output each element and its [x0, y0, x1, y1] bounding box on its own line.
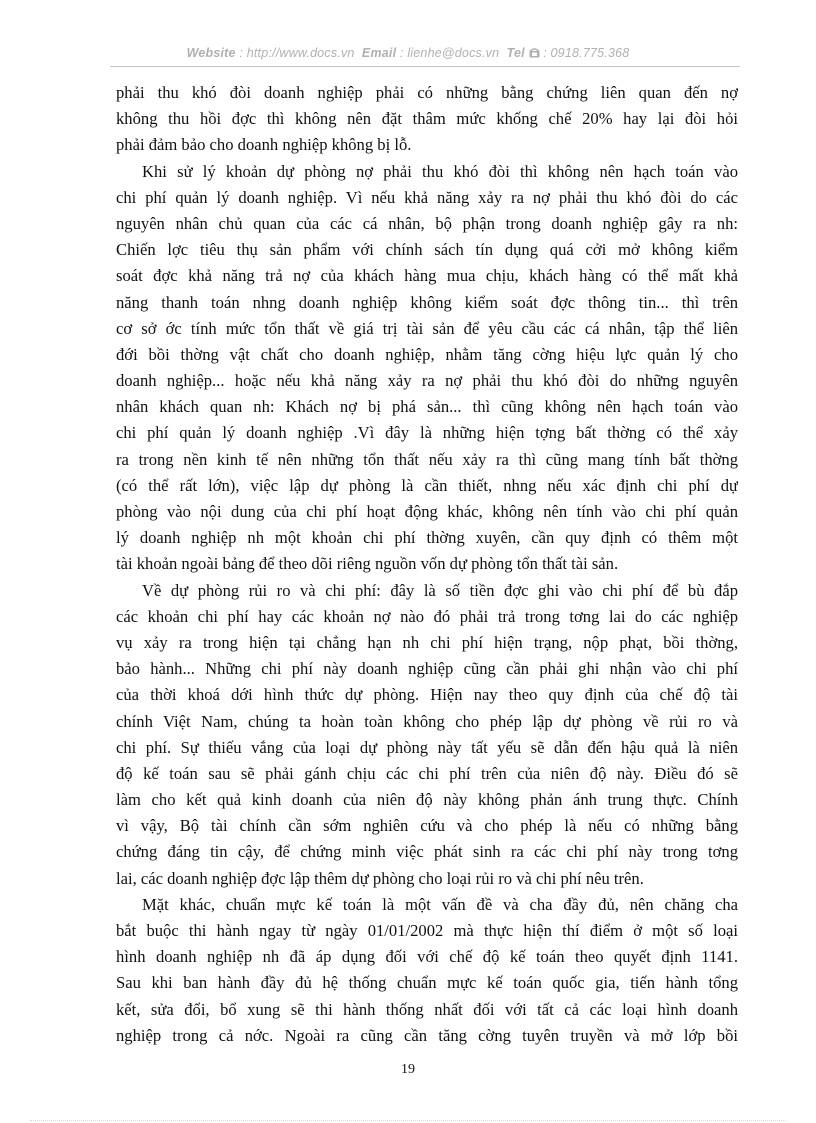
text-line: chứng đáng tin cậy, để chứng minh việc phát sinh ra các chi phí này trong tơng — [116, 842, 738, 862]
website-label: Website — [186, 46, 236, 60]
text-line: vì vậy, Bộ tài chính cần sớm nghiên cứu và cho phép là nếu có những bằng — [116, 816, 738, 836]
text-line: của thời khoá dới hình thức dự phòng. Hiện nay theo quy định của chế độ tài — [116, 685, 738, 705]
text-line: đới bồi thờng vật chất cho doanh nghiệp, nhằm tăng cờng hiệu lực quản lý cho — [116, 344, 738, 364]
email-label: Email — [361, 46, 397, 60]
text-line: Mặt khác, chuẩn mực kế toán là một vấn đề và cha đầy đủ, nên chăng cha — [142, 894, 738, 914]
text-line: lai, các doanh nghiệp đợc lập thêm dự phòng cho loại rủi ro và chi phí nêu trên. — [116, 868, 644, 888]
text-line: chính Việt Nam, chúng ta hoàn toàn không cho phép lập dự phòng về rủi ro và — [116, 711, 738, 731]
text-line: chi phí. Sự thiếu vắng của loại dự phòng này tất yếu sẽ dẫn đến hậu quả là niên — [116, 737, 738, 757]
text-line: Về dự phòng rủi ro và chi phí: đây là số tiền đợc ghi vào chi phí để bù đắp — [142, 580, 738, 600]
text-line: vụ xảy ra trong hiện tại chẳng hạn nh chi phí hiện trạng, nộp phạt, bồi thờng, — [116, 632, 738, 652]
text-line: hình doanh nghiệp nh đã áp dụng đối với chế độ kế toán theo quyết định 1141. — [116, 947, 738, 967]
text-line: không thu hồi đợc thì không nên đặt thâm mức khống chế 20% hay lại đòi hỏi — [116, 109, 738, 129]
page-number: 19 — [401, 1062, 415, 1077]
text-line: phòng vào nội dung của chi phí hoạt động khác, không nên tính vào chi phí quản — [116, 502, 738, 521]
text-line: nhân khách quan nh: Khách nợ bị phá sản... thì cũng không nên hạch toán vào — [116, 397, 738, 417]
text-line: phải đảm bảo cho doanh nghiệp không bị lỗ. — [116, 135, 412, 155]
text-line: nghiệp trong cả nớc. Ngoài ra cũng cần tăng cờng tuyên truyền và mở lớp bồi — [116, 1025, 738, 1045]
text-line: Chiến lợc tiêu thụ sản phẩm với chính sách tín dụng quá cởi mở không kiểm — [116, 240, 738, 260]
website-value: : http://www.docs.vn — [239, 46, 355, 60]
text-line: kết, sửa đổi, bổ xung sẽ thi hành thống nhất đối với tất cả các loại hình doanh — [116, 999, 738, 1019]
text-line: ra trong nền kinh tế nên những tổn thất nếu xảy ra thì cũng mang tính bất thờng — [116, 449, 738, 469]
text-line: soát đợc khả năng trả nợ của khách hàng mua chịu, khách hàng có thể mất khả — [116, 266, 738, 286]
email-value: : lienhe@docs.vn — [399, 46, 500, 60]
text-line: Sau khi ban hành đầy đủ hệ thống chuẩn mực kế toán quốc gia, tiến hành tổng — [116, 973, 738, 993]
header-divider — [110, 66, 740, 67]
text-line: làm cho kết quả kinh doanh của niên độ này không phản ánh trung thực. Chính — [116, 790, 738, 810]
phone-icon — [529, 46, 540, 60]
footer-divider — [30, 1120, 786, 1121]
text-line: Khi sử lý khoản dự phòng nợ phải thu khó đòi thì không nên hạch toán vào — [142, 161, 738, 181]
body-text — [116, 80, 738, 1049]
text-line: chi phí quản lý doanh nghiệp .Vì đây là những hiện tợng bất thờng có thể xảy — [116, 423, 738, 443]
tel-value: : 0918.775.368 — [543, 46, 630, 60]
text-line: nguyên nhân chủ quan của các cá nhân, bộ phận trong doanh nghiệp gây ra nh: — [116, 213, 738, 233]
text-line: doanh nghiệp... hoặc nếu khả năng xảy ra nợ phải thu khó đòi do những nguyên — [116, 371, 738, 391]
text-line: phải thu khó đòi doanh nghiệp phải có những bằng chứng liên quan đến nợ — [116, 83, 738, 102]
page-header — [0, 46, 816, 60]
tel-label: Tel — [506, 46, 525, 60]
text-line: (có thể rất lớn), việc lập dự phòng là cần thiết, nhng nếu xác định chi phí dự — [116, 475, 738, 495]
text-line: độ kế toán sau sẽ phải gánh chịu các chi phí trên của niên độ này. Điều đó sẽ — [116, 763, 738, 783]
text-line: tài khoản ngoài bảng để theo dõi riêng nguồn vốn dự phòng tổn thất tài sản. — [116, 554, 619, 574]
text-line: năng thanh toán nhng doanh nghiệp không kiểm soát đợc thông tin... thì trên — [116, 292, 738, 312]
text-line: cơ sở ớc tính mức tổn thất về giá trị tài sản để yêu cầu các cá nhân, tập thể liên — [116, 318, 738, 338]
text-line: chi phí quản lý doanh nghiệp. Vì nếu khả năng xảy ra nợ phải thu khó đòi do các — [116, 187, 738, 207]
text-line: lý doanh nghiệp nh một khoản chi phí thờng xuyên, cần quy định có thêm một — [116, 528, 738, 548]
text-line: bảo hành... Những chi phí này doanh nghiệp cũng cần phải ghi nhận vào chi phí — [116, 659, 738, 679]
text-line: bắt buộc thi hành ngay từ ngày 01/01/2002 mà thực hiện thí điểm ở một số loại — [116, 921, 738, 940]
text-line: các khoản chi phí hay các khoản nợ nào đó phải trả trong tơng lai do các nghiệp — [116, 606, 738, 626]
